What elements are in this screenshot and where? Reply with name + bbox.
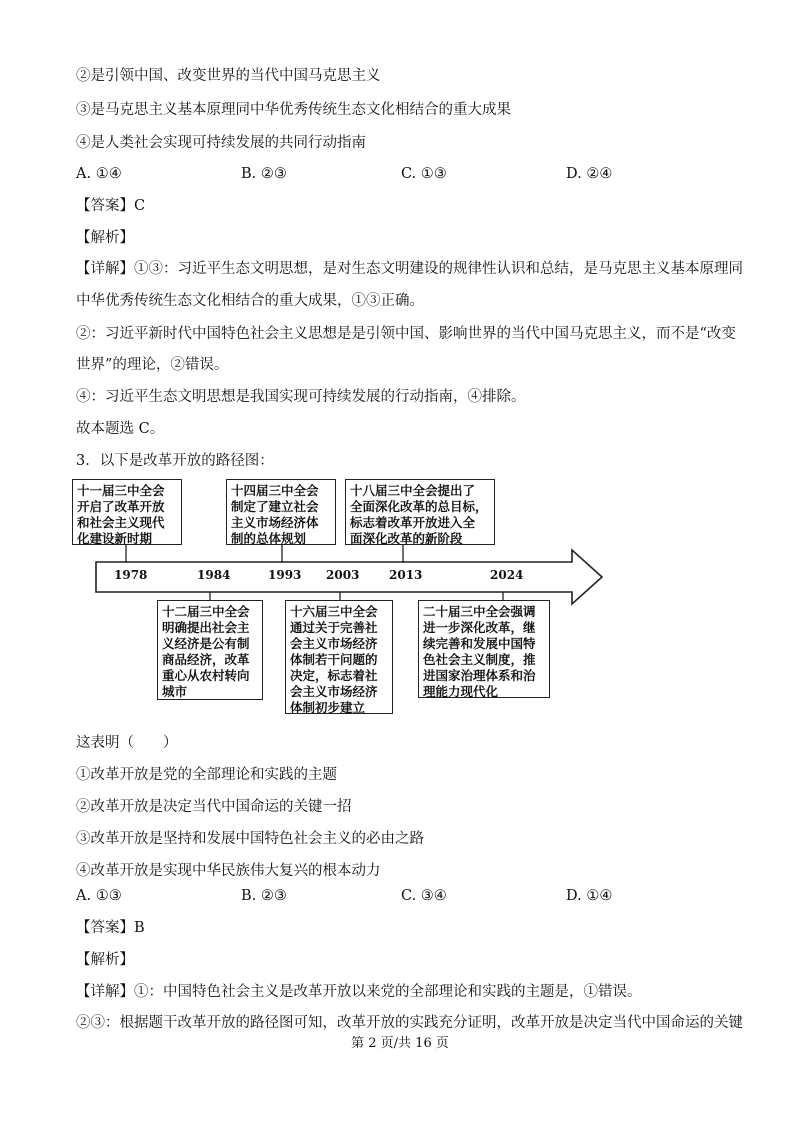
q2-detail-1: 【详解】①③：习近平生态文明思想，是对生态文明建设的规律性认识和总结，是马克思主义基本原理同 [76,261,743,277]
q2-option-2: ②是引领中国、改变世界的当代中国马克思主义 [76,68,381,84]
q3-detail-1: 【详解】①：中国特色社会主义是改革开放以来党的全部理论和实践的主题是，①错误。 [76,984,642,1000]
q3-stem: 3．以下是改革开放的路径图： [76,453,274,469]
box-2013: 十八届三中全会提出了 全面深化改革的总目标， 标志着改革开放进入全 面深化改革的新阶段 [345,479,495,545]
box-2003: 十六届三中全会 通过关于完善社 会主义市场经济 体制若干问题的 决定，标志着社 会主义市场经济 体制初步建立 [285,600,393,714]
q2-choice-d: D. ②④ [566,166,613,182]
q2-detail-4: 世界”的理论，②错误。 [76,357,229,373]
q2-conclusion: 故本题选 C。 [76,421,165,437]
year-1978: 1978 [114,568,148,582]
q3-choice-a: A. ①③ [76,888,122,904]
q3-choice-c: C. ③④ [401,888,447,904]
box-1984: 十二届三中全会 明确提出社会主 义经济是公有制 商品经济，改革 重心从农村转向 城市 [157,600,263,700]
year-2024: 2024 [490,568,524,582]
q3-option-2: ②改革开放是决定当代中国命运的关键一招 [76,799,352,815]
q3-choice-d: D. ①④ [566,888,613,904]
q3-analysis: 【解析】 [76,952,134,968]
q3-choice-b: B. ②③ [241,888,287,904]
q3-answer: 【答案】B [76,920,145,936]
q3-choices [76,886,726,906]
q2-choice-a: A. ①④ [76,166,122,182]
q3-option-1: ①改革开放是党的全部理论和实践的主题 [76,767,337,783]
q2-option-3: ③是马克思主义基本原理同中华优秀传统生态文化相结合的重大成果 [76,102,511,118]
q2-detail-3: ②：习近平新时代中国特色社会主义思想是是引领中国、影响世界的当代中国马克思主义，而不是“改变 [76,326,736,342]
q2-option-4: ④是人类社会实现可持续发展的共同行动指南 [76,135,366,151]
q2-answer: 【答案】C [76,198,146,214]
q2-choice-c: C. ①③ [401,166,447,182]
q2-choice-b: B. ②③ [241,166,287,182]
year-2013: 2013 [389,568,423,582]
q2-analysis: 【解析】 [76,230,134,246]
q3-option-4: ④改革开放是实现中华民族伟大复兴的根本动力 [76,863,381,879]
q2-detail-5: ④：习近平生态文明思想是我国实现可持续发展的行动指南，④排除。 [76,389,526,405]
box-1993: 十四届三中全会 制定了建立社会 主义市场经济体 制的总体规划 [226,479,336,545]
q3-option-3: ③改革开放是坚持和发展中国特色社会主义的必由之路 [76,831,424,847]
q3-prompt: 这表明（ ） [76,735,178,751]
box-1978: 十一届三中全会 开启了改革开放 和社会主义现代 化建设新时期 [72,479,182,545]
page-footer: 第 2 页/共 16 页 [351,1036,449,1051]
q2-detail-2: 中华优秀传统生态文化相结合的重大成果，①③正确。 [76,293,424,309]
year-1993: 1993 [268,568,302,582]
year-2003: 2003 [326,568,360,582]
q3-detail-2: ②③：根据题干改革开放的路径图可知，改革开放的实践充分证明，改革开放是决定当代中国命运的关键 [76,1015,743,1031]
box-2024: 二十届三中全会强调 进一步深化改革，继 续完善和发展中国特 色社会主义制度，推 进国家治理体系和治 理能力现代化 [418,600,550,698]
year-1984: 1984 [197,568,231,582]
